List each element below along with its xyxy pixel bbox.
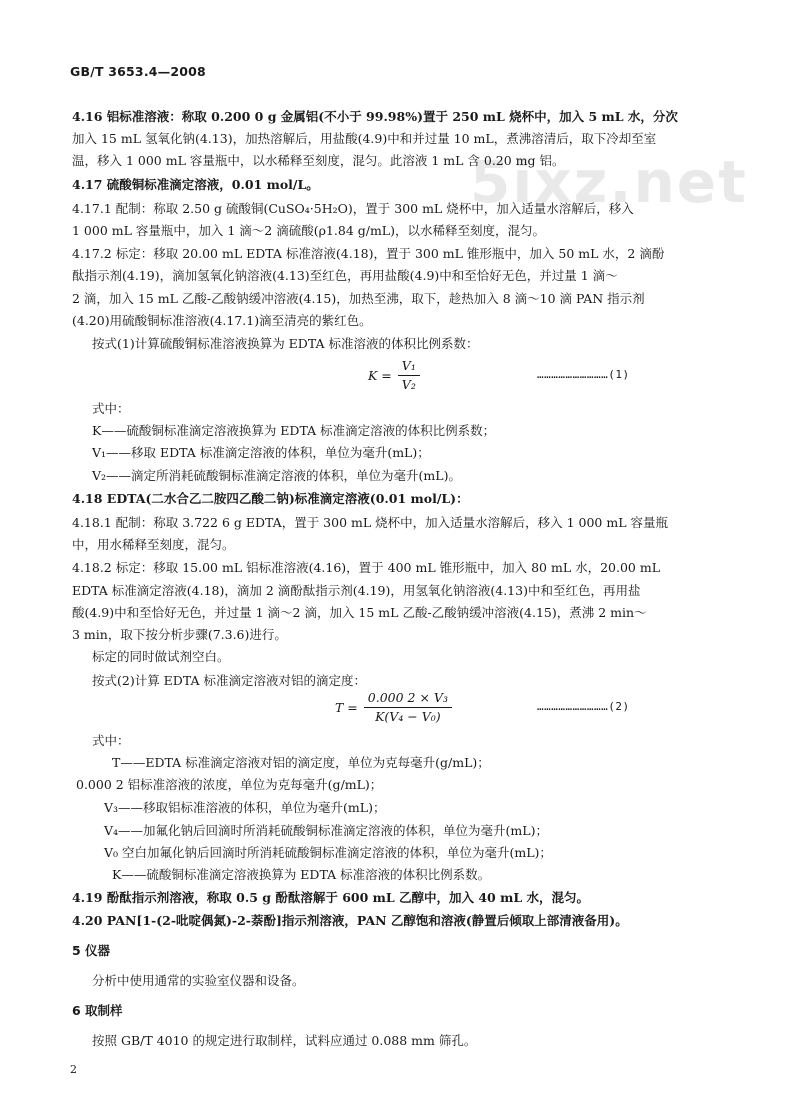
standard-header: GB/T 3653.4—2008 (70, 64, 206, 79)
text-line: 式中： (92, 733, 130, 748)
definition-line: K——硫酸铜标准滴定溶液换算为 EDTA 标准滴定溶液的体积比例系数； (92, 423, 496, 438)
text-line: 酞指示剂(4.19)，滴加氢氧化钠溶液(4.13)至红色，再用盐酸(4.9)中和至恰好无色，并过量 1 滴～ (72, 268, 618, 283)
denominator: K(V₄ − V₀) (375, 709, 441, 724)
page-number: 2 (70, 1063, 77, 1076)
fraction (364, 690, 452, 725)
definition-line: V₄——加氟化钠后回滴时所消耗硫酸铜标准滴定溶液的体积，单位为毫升(mL)； (104, 823, 548, 838)
clause-4-18-2: 4.18.2 标定：移取 15.00 mL 铝标准溶液(4.16)，置于 400 mL 锥形瓶中，加入 80 mL 水，20.00 mL (72, 560, 661, 575)
clause-4-20: 4.20 PAN[1-(2-吡啶偶氮)-2-萘酚]指示剂溶液，PAN 乙醇饱和溶液(静置后倾取上部清液备用)。 (72, 913, 628, 928)
definition-line: V₀ 空白加氟化钠后回滴时所消耗硫酸铜标准滴定溶液的体积，单位为毫升(mL)； (104, 845, 552, 860)
text-line: 按式(2)计算 EDTA 标准滴定溶液对铝的滴定度： (92, 673, 366, 688)
text-line: 中，用水稀释至刻度，混匀。 (72, 537, 235, 552)
definition-line: 0.000 2 铝标准溶液的浓度，单位为克每毫升(g/mL)； (76, 777, 383, 792)
clause-4-17-2: 4.17.2 标定：移取 20.00 mL EDTA 标准溶液(4.18)，置于 300 mL 锥形瓶中，加入 50 mL 水，2 滴酚 (72, 246, 665, 261)
text-line: 标定的同时做试剂空白。 (92, 649, 230, 664)
formula-lhs: K = (368, 368, 392, 383)
section-5-heading: 5 仪器 (72, 943, 111, 958)
text-line: 按式(1)计算硫酸铜标准溶液换算为 EDTA 标准溶液的体积比例系数： (92, 336, 479, 351)
fraction (398, 358, 420, 393)
formula-lhs: T = (335, 700, 358, 715)
text-line: (4.20)用硫酸铜标准溶液(4.17.1)滴至清亮的紫红色。 (72, 313, 372, 328)
definition-line: V₃——移取铝标准溶液的体积，单位为毫升(mL)； (104, 800, 386, 815)
clause-4-17: 4.17 硫酸铜标准滴定溶液，0.01 mol/L。 (72, 177, 319, 192)
definition-line: T——EDTA 标准滴定溶液对铝的滴定度，单位为克每毫升(g/mL)； (112, 755, 490, 770)
clause-4-17-1: 4.17.1 配制：称取 2.50 g 硫酸铜(CuSO₄·5H₂O)，置于 300 mL 烧杯中，加入适量水溶解后，移入 (72, 201, 634, 216)
text-line: 式中： (92, 401, 130, 416)
equation-number-1: …………………………(1) (537, 368, 630, 381)
text-line: EDTA 标准滴定溶液(4.18)，滴加 2 滴酚酞指示剂(4.19)，用氢氧化钠溶液(4.13)中和至红色，再用盐 (72, 583, 641, 598)
section-6-heading: 6 取制样 (72, 1003, 123, 1018)
formula-2 (335, 690, 452, 725)
definition-line: V₂——滴定所消耗硫酸铜标准滴定溶液的体积，单位为毫升(mL)。 (92, 468, 461, 483)
clause-4-18-1: 4.18.1 配制：称取 3.722 6 g EDTA，置于 300 mL 烧杯中，加入适量水溶解后，移入 1 000 mL 容量瓶 (72, 515, 668, 530)
definition-line: K——硫酸铜标准滴定溶液换算为 EDTA 标准溶液的体积比例系数。 (112, 867, 491, 882)
watermark: 5ixz.net (470, 148, 748, 216)
text-line: 1 000 mL 容量瓶中，加入 1 滴～2 滴硫酸(ρ1.84 g/mL)，以水稀释至刻度，混匀。 (72, 223, 545, 238)
text-line: 温，移入 1 000 mL 容量瓶中，以水稀释至刻度，混匀。此溶液 1 mL 含 0.20 mg 铝。 (72, 153, 565, 168)
clause-4-19: 4.19 酚酞指示剂溶液，称取 0.5 g 酚酞溶解于 600 mL 乙醇中，加入 40 mL 水，混匀。 (72, 890, 589, 905)
equation-number-2: …………………………(2) (537, 700, 630, 713)
numerator: V₁ (398, 358, 420, 376)
text-line: 分析中使用通常的实验室仪器和设备。 (92, 973, 305, 988)
clause-4-16: 4.16 铝标准溶液：称取 0.200 0 g 金属铝(不小于 99.98%)置于 250 mL 烧杯中，加入 5 mL 水，分次 (72, 109, 678, 124)
numerator: 0.000 2 × V₃ (364, 690, 452, 708)
clause-4-18: 4.18 EDTA(二水合乙二胺四乙酸二钠)标准滴定溶液(0.01 mol/L)： (72, 491, 469, 506)
text-line: 酸(4.9)中和至恰好无色，并过量 1 滴～2 滴，加入 15 mL 乙酸-乙酸钠缓冲溶液(4.15)，煮沸 2 min～ (72, 605, 647, 620)
text-line: 3 min，取下按分析步骤(7.3.6)进行。 (72, 627, 287, 642)
formula-1 (368, 358, 420, 393)
definition-line: V₁——移取 EDTA 标准滴定溶液的体积，单位为毫升(mL)； (92, 445, 430, 460)
text-line: 2 滴，加入 15 mL 乙酸-乙酸钠缓冲溶液(4.15)，加热至沸，取下，趁热加入 8 滴～10 滴 PAN 指示剂 (72, 291, 645, 306)
denominator: V₂ (401, 377, 416, 392)
text-line: 加入 15 mL 氢氧化钠(4.13)，加热溶解后，用盐酸(4.9)中和并过量 10 mL，煮沸溶清后，取下冷却至室 (72, 131, 657, 146)
text-line: 按照 GB/T 4010 的规定进行取制样，试料应通过 0.088 mm 筛孔。 (92, 1033, 477, 1048)
